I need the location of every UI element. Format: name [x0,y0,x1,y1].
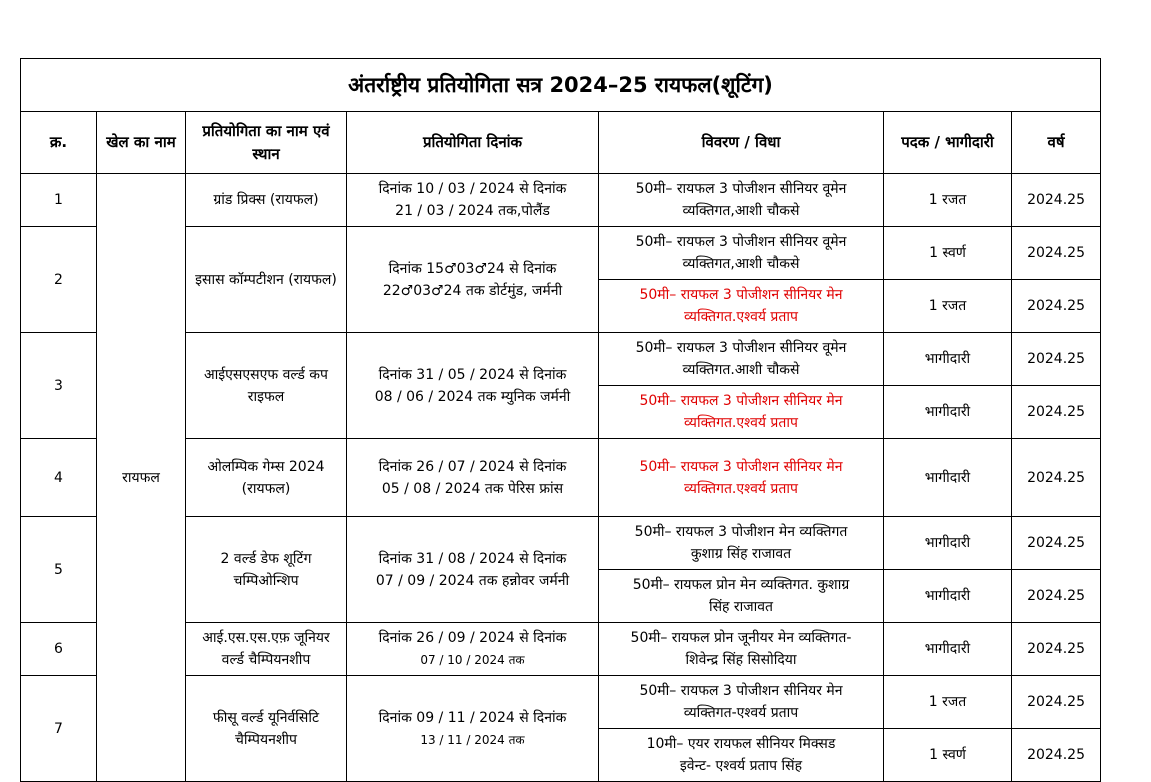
event-detail-cell [599,676,884,729]
date-line-2: 21 / 03 / 2024 तक,पोलैंड [395,203,550,219]
competition-name-cell: फीसू वर्ल्ड यूनिर्वसिटि चैम्पियनशीप [186,676,347,782]
medal-cell: 1 स्वर्ण [884,227,1012,280]
event-detail-line-1: 50मी– रायफल 3 पोजीशन सीनियर वूमेन [635,234,847,250]
medal-cell: भागीदारी [884,439,1012,517]
event-detail-line-1: 50मी– रायफल 3 पोजीशन सीनियर मेन [639,458,843,475]
medal-cell: 1 रजत [884,280,1012,333]
event-detail-cell [599,386,884,439]
event-detail-cell [599,439,884,517]
event-detail-line-2: सिंह राजावत [708,599,774,615]
competition-date-cell [347,676,599,782]
event-detail-line-1: 50मी– रायफल 3 पोजीशन सीनियर मेन [639,683,843,699]
event-detail-cell [599,623,884,676]
competition-date-cell [347,227,599,333]
event-detail-cell [599,729,884,782]
header-date: प्रतियोगिता दिनांक [347,112,599,174]
event-detail-cell [599,517,884,570]
competition-name-cell: ग्रांड प्रिक्स (रायफल) [186,174,347,227]
event-detail-cell [599,227,884,280]
event-detail-line-1: 50मी– रायफल 3 पोजीशन मेन व्यक्तिगत [634,524,848,540]
date-line-2: 08 / 06 / 2024 तक म्युनिक जर्मनी [374,388,571,405]
event-detail-line-1: 50मी– रायफल प्रोन जूनीयर मेन व्यक्तिगत- [630,630,852,646]
event-detail-line-2: व्यक्तिगत-एश्वर्य प्रताप [683,705,799,721]
header-sport: खेल का नाम [97,112,186,174]
date-line-1: दिनांक 26 / 07 / 2024 से दिनांक [378,458,567,475]
table-row [21,174,1101,227]
serial-number-cell: 3 [21,333,97,439]
header-year: वर्ष [1012,112,1101,174]
serial-number-cell: 1 [21,174,97,227]
serial-number-cell: 6 [21,623,97,676]
year-cell: 2024.25 [1012,280,1101,333]
date-line-2: 22♂03♂24 तक डोर्टमुंड, जर्मनी [382,282,563,299]
event-detail-line-1: 50मी– रायफल 3 पोजीशन सीनियर वूमेन [635,181,847,197]
event-detail-line-1: 50मी– रायफल 3 पोजीशन सीनियर मेन [639,287,843,303]
serial-number-cell: 2 [21,227,97,333]
year-cell: 2024.25 [1012,729,1101,782]
competition-date-cell [347,333,599,439]
year-cell: 2024.25 [1012,623,1101,676]
medal-cell: 1 रजत [884,676,1012,729]
event-detail-line-2: व्यक्तिगत.आशी चौकसे [682,362,800,378]
competition-date-cell [347,174,599,227]
event-detail-line-1: 50मी– रायफल प्रोन मेन व्यक्तिगत. कुशाग्र [632,577,850,593]
competition-name-cell: ओलम्पिक गेम्स 2024 (रायफल) [186,439,347,517]
medal-cell: भागीदारी [884,623,1012,676]
event-detail-cell [599,333,884,386]
year-cell: 2024.25 [1012,227,1101,280]
sport-name-cell: रायफल [97,174,186,782]
competition-date-cell [347,517,599,623]
competition-name-cell: आई.एस.एस.एफ़ जूनियर वर्ल्ड चैम्पियनशीप [186,623,347,676]
event-detail-line-2: व्यक्तिगत.एश्वर्य प्रताप [684,480,798,497]
header-details: विवरण / विधा [599,112,884,174]
event-detail-line-2: कुशाग्र सिंह राजावत [690,546,792,562]
event-detail-line-2: व्यक्तिगत.एश्वर्य प्रताप [684,415,798,431]
event-detail-cell [599,174,884,227]
year-cell: 2024.25 [1012,174,1101,227]
serial-number-cell: 7 [21,676,97,782]
competition-name-cell: इसास कॉम्पटीशन (रायफल) [186,227,347,333]
competition-table [20,58,1101,782]
event-detail-line-2: इवेन्ट- एश्वर्य प्रताप सिंह [679,758,803,774]
competition-date-cell [347,439,599,517]
serial-number-cell: 5 [21,517,97,623]
medal-cell: भागीदारी [884,570,1012,623]
header-medal: पदक / भागीदारी [884,112,1012,174]
year-cell: 2024.25 [1012,333,1101,386]
year-cell: 2024.25 [1012,439,1101,517]
medal-cell: 1 रजत [884,174,1012,227]
date-line-2: 07 / 10 / 2024 तक [420,653,525,667]
event-detail-line-2: व्यक्तिगत.एश्वर्य प्रताप [684,309,798,325]
year-cell: 2024.25 [1012,570,1101,623]
competition-date-cell [347,623,599,676]
header-competition: प्रतियोगिता का नाम एवं स्थान [186,112,347,174]
year-cell: 2024.25 [1012,386,1101,439]
header-sno: क्र. [21,112,97,174]
medal-cell: भागीदारी [884,517,1012,570]
competition-name-cell: आईएसएसएफ वर्ल्ड कप राइफल [186,333,347,439]
event-detail-cell [599,570,884,623]
header-row [21,112,1101,174]
date-line-1: दिनांक 09 / 11 / 2024 से दिनांक [378,709,567,726]
event-detail-cell [599,280,884,333]
date-line-1: दिनांक 31 / 05 / 2024 से दिनांक [378,366,567,383]
medal-cell: 1 स्वर्ण [884,729,1012,782]
table-title: अंतर्राष्ट्रीय प्रतियोगिता सत्र 2024–25 रायफल(शूटिंग) [21,59,1101,112]
event-detail-line-1: 10मी– एयर रायफल सीनियर मिक्सड [646,736,836,752]
medal-cell: भागीदारी [884,333,1012,386]
date-line-1: दिनांक 15♂03♂24 से दिनांक [388,260,557,277]
event-detail-line-1: 50मी– रायफल 3 पोजीशन सीनियर मेन [639,393,843,409]
event-detail-line-2: शिवेन्द्र सिंह सिसोदिया [685,652,797,668]
date-line-1: दिनांक 31 / 08 / 2024 से दिनांक [378,550,567,567]
competition-name-cell: 2 वर्ल्ड डेफ शूटिंग चम्पिओन्शिप [186,517,347,623]
year-cell: 2024.25 [1012,676,1101,729]
year-cell: 2024.25 [1012,517,1101,570]
date-line-1: दिनांक 10 / 03 / 2024 से दिनांक [378,181,567,197]
medal-cell: भागीदारी [884,386,1012,439]
date-line-1: दिनांक 26 / 09 / 2024 से दिनांक [378,630,567,646]
date-line-2: 13 / 11 / 2024 तक [420,732,525,747]
event-detail-line-2: व्यक्तिगत,आशी चौकसे [682,256,800,272]
event-detail-line-2: व्यक्तिगत,आशी चौकसे [682,203,800,219]
serial-number-cell: 4 [21,439,97,517]
date-line-2: 07 / 09 / 2024 तक हन्नोवर जर्मनी [375,572,570,589]
date-line-2: 05 / 08 / 2024 तक पेरिस फ्रांस [381,480,564,497]
event-detail-line-1: 50मी– रायफल 3 पोजीशन सीनियर वूमेन [635,340,847,356]
